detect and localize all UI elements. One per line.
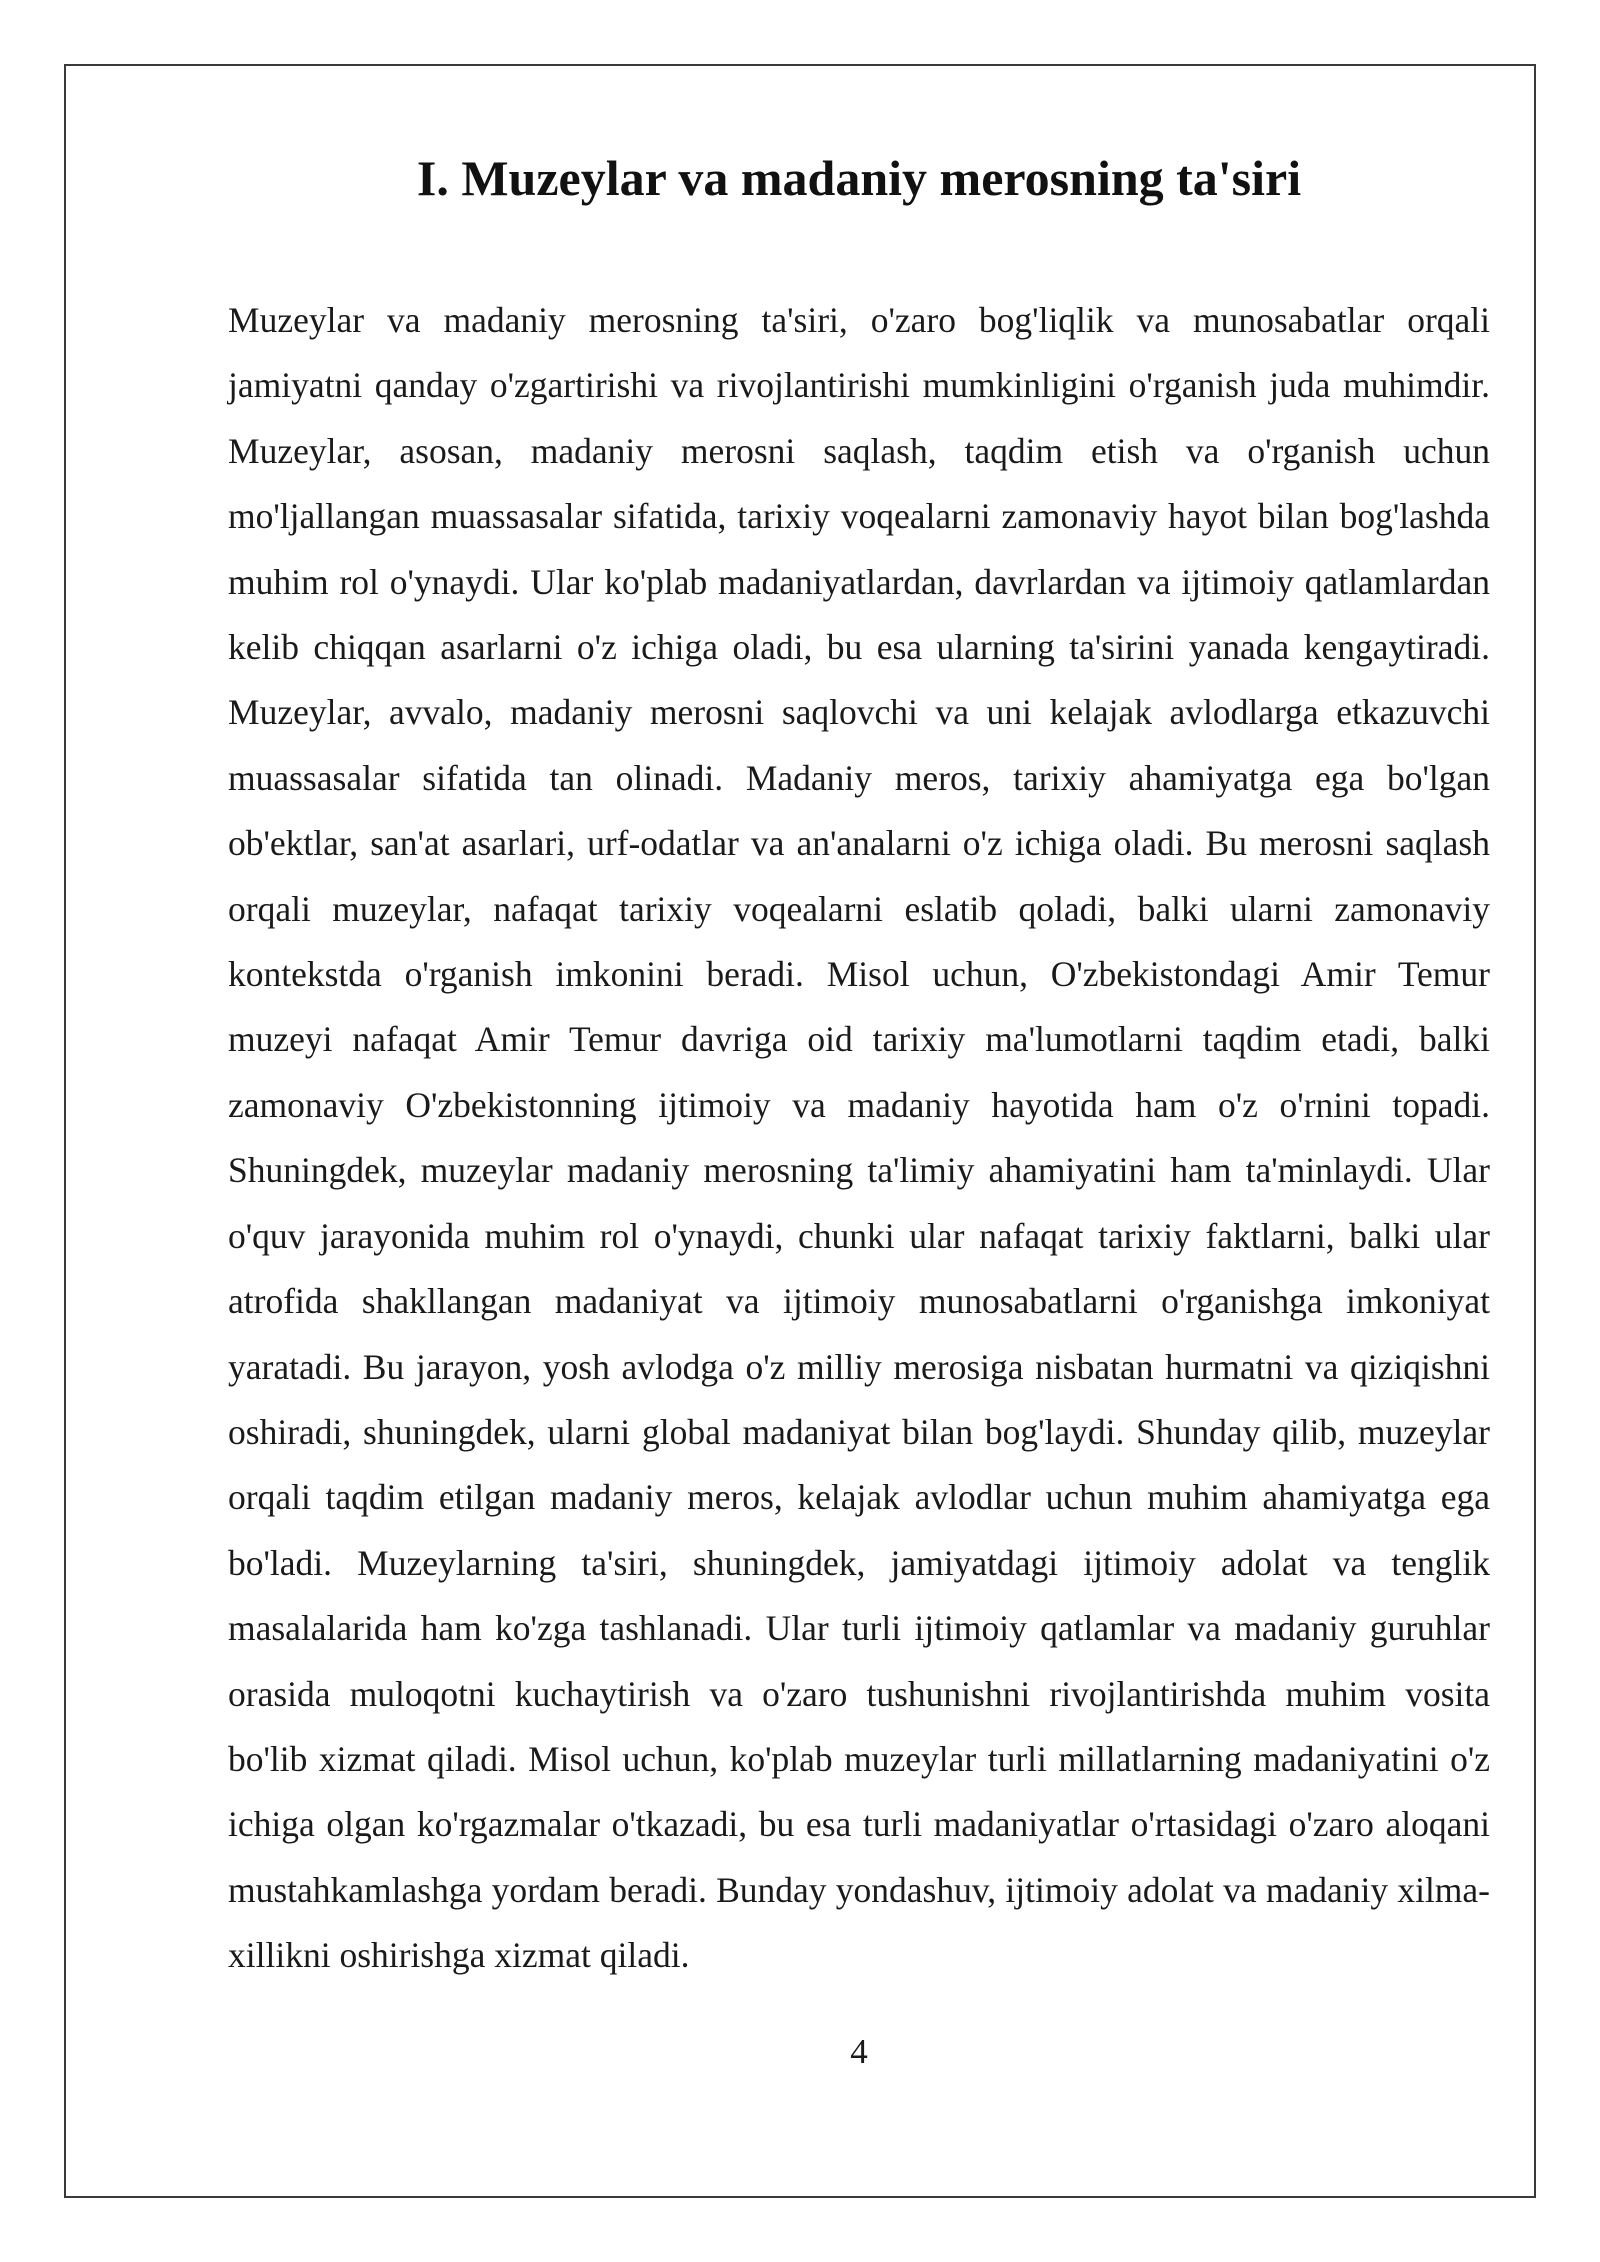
- page-number: 4: [850, 2032, 868, 2071]
- section-heading: I. Muzeylar va madaniy merosning ta'siri: [416, 150, 1302, 206]
- body-paragraph: Muzeylar va madaniy merosning ta'siri, o'zaro bog'liqlik va munosabatlar orqali jamiyatni qanday o'zgartirishi va rivojlantirishi mumkinligini o'rganish juda muhimdir. Muzeylar, asosan, madaniy merosni saqlash, taqdim etish va o'rganish uchun mo'ljallangan muassasalar sifatida, tarixiy voqealarni zamonaviy hayot bilan bog'lashda muhim rol o'ynaydi. Ular ko'plab madaniyatlardan, davrlardan va ijtimoiy qatlamlardan kelib chiqqan asarlarni o'z ichiga oladi, bu esa ularning ta'sirini yanada kengaytiradi. Muzeylar, avvalo, madaniy merosni saqlovchi va uni kelajak avlodlarga etkazuvchi muassasalar sifatida tan olinadi. Madaniy meros, tarixiy ahamiyatga ega bo'lgan ob'ektlar, san'at asarlari, urf-odatlar va an'analarni o'z ichiga oladi. Bu merosni saqlash orqali muzeylar, nafaqat tarixiy voqealarni eslatib qoladi, balki ularni zamonaviy kontekstda o'rganish imkonini beradi. Misol uchun, O'zbekistondagi Amir Temur muzeyi nafaqat Amir Temur davriga oid tarixiy ma'lumotlarni taqdim etadi, balki zamonaviy O'zbekistonning ijtimoiy va madaniy hayotida ham o'z o'rnini topadi. Shuningdek, muzeylar madaniy merosning ta'limiy ahamiyatini ham ta'minlaydi. Ular o'quv jarayonida muhim rol o'ynaydi, chunki ular nafaqat tarixiy faktlarni, balki ular atrofida shakllangan madaniyat va ijtimoiy munosabatlarni o'rganishga imkoniyat yaratadi. Bu jarayon, yosh avlodga o'z milliy merosiga nisbatan hurmatni va qiziqishni oshiradi, shuningdek, ularni global madaniyat bilan bog'laydi. Shunday qilib, muzeylar orqali taqdim etilgan madaniy meros, kelajak avlodlar uchun muhim ahamiyatga ega bo'ladi. Muzeylarning ta'siri, shuningdek, jamiyatdagi ijtimoiy adolat va tenglik masalalarida ham ko'zga tashlanadi. Ular turli ijtimoiy qatlamlar va madaniy guruhlar orasida muloqotni kuchaytirish va o'zaro tushunishni rivojlantirishda muhim vosita bo'lib xizmat qiladi. Misol uchun, ko'plab muzeylar turli millatlarning madaniyatini o'z ichiga olgan ko'rgazmalar o'tkazadi, bu esa turli madaniyatlar o'rtasidagi o'zaro aloqani mustahkamlashga yordam beradi. Bunday yondashuv, ijtimoiy adolat va madaniy xilma-xillikni oshirishga xizmat qiladi.: [228, 300, 1490, 1976]
